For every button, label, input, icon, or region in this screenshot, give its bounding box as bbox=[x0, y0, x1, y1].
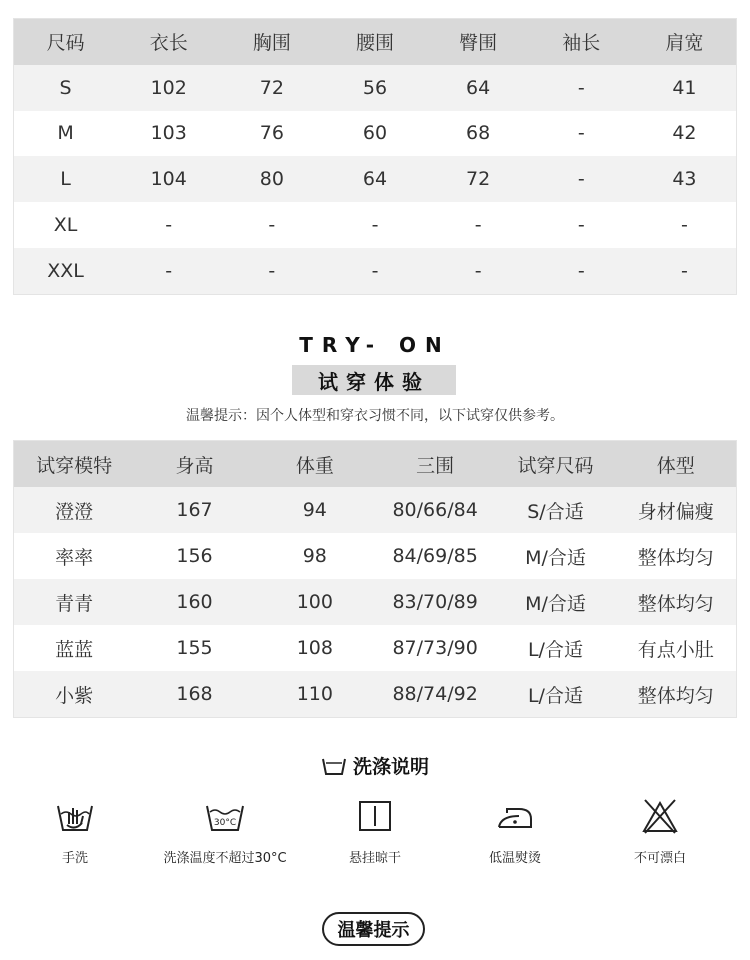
table-cell: 155 bbox=[176, 637, 213, 659]
table-cell: 青青 bbox=[55, 592, 94, 615]
table-cell: 56 bbox=[362, 76, 388, 99]
table-cell: 68 bbox=[466, 122, 491, 145]
table-cell: 64 bbox=[466, 76, 491, 99]
table-cell: 澄澄 bbox=[55, 500, 94, 523]
table-row bbox=[14, 156, 736, 202]
table-header-cell: 肩宽 bbox=[665, 32, 704, 55]
table-cell: 160 bbox=[176, 591, 213, 613]
table-cell: 87/73/90 bbox=[392, 637, 478, 659]
table-cell: 168 bbox=[176, 683, 213, 705]
table-cell: - bbox=[371, 214, 379, 237]
table-cell: M/合适 bbox=[525, 592, 586, 615]
wash-item-hand bbox=[0, 795, 150, 866]
no-bleach-icon bbox=[640, 797, 680, 835]
table-cell: - bbox=[474, 259, 482, 282]
tryon-tip: 温馨提示：因个人体型和穿衣习惯不同，以下试穿仅供参考。 bbox=[186, 408, 564, 424]
table-cell: 108 bbox=[296, 637, 333, 659]
table-header-cell: 胸围 bbox=[252, 32, 291, 55]
table-cell: M bbox=[57, 122, 74, 145]
warm-tip-button: 温馨提示 bbox=[322, 912, 425, 946]
table-cell: 102 bbox=[150, 76, 187, 99]
table-header-cell: 臀围 bbox=[459, 32, 498, 55]
table-cell: - bbox=[577, 168, 585, 191]
table-cell: - bbox=[474, 214, 482, 237]
wash-temp-text: 30°C bbox=[213, 818, 237, 828]
wash-item-bleach bbox=[585, 795, 735, 866]
tryon-title: TRY- ON bbox=[299, 333, 451, 357]
table-row bbox=[14, 202, 736, 248]
table-cell: 110 bbox=[296, 683, 333, 705]
table-cell: 98 bbox=[302, 545, 327, 567]
hand-wash-icon bbox=[55, 798, 95, 834]
table-cell: 43 bbox=[672, 168, 697, 191]
table-cell: 76 bbox=[259, 122, 284, 145]
table-cell: S bbox=[59, 76, 72, 99]
table-row bbox=[14, 65, 736, 111]
washing-title: 洗涤说明 bbox=[352, 756, 429, 778]
table-cell: - bbox=[577, 122, 585, 145]
table-cell: 104 bbox=[150, 168, 187, 191]
wash-item-30 bbox=[150, 795, 300, 866]
table-row bbox=[14, 579, 736, 625]
table-cell: - bbox=[680, 214, 688, 237]
table-row bbox=[14, 625, 736, 671]
table-cell: 有点小肚 bbox=[637, 638, 714, 661]
hang-dry-icon bbox=[357, 799, 393, 833]
table-cell: - bbox=[577, 76, 585, 99]
table-cell: L bbox=[60, 168, 71, 191]
table-cell: XL bbox=[53, 214, 78, 237]
table-row bbox=[14, 671, 736, 717]
table-cell: 80/66/84 bbox=[392, 499, 478, 521]
table-cell: 167 bbox=[176, 499, 213, 521]
table-cell: M/合适 bbox=[525, 546, 586, 569]
table-cell: 100 bbox=[296, 591, 333, 613]
table-cell: 小紫 bbox=[55, 684, 94, 707]
table-row bbox=[14, 487, 736, 533]
table-cell: 42 bbox=[672, 122, 697, 145]
wash-item-iron bbox=[440, 795, 590, 866]
wash-label-bleach: 不可漂白 bbox=[633, 851, 686, 866]
table-cell: S/合适 bbox=[527, 500, 584, 523]
table-row bbox=[14, 533, 736, 579]
table-header-cell: 衣长 bbox=[149, 32, 188, 55]
table-header-cell: 腰围 bbox=[355, 32, 394, 55]
table-cell: 72 bbox=[259, 76, 284, 99]
table-cell: 103 bbox=[150, 122, 187, 145]
table-header-cell: 三围 bbox=[416, 454, 455, 477]
table-cell: 84/69/85 bbox=[392, 545, 478, 567]
table-header-cell: 袖长 bbox=[562, 32, 601, 55]
table-header-cell: 体型 bbox=[656, 454, 695, 477]
table-cell: - bbox=[165, 214, 173, 237]
table-header-cell: 尺码 bbox=[46, 32, 85, 55]
table-header-row bbox=[14, 441, 736, 487]
table-cell: - bbox=[577, 259, 585, 282]
table-cell: - bbox=[680, 259, 688, 282]
table-header-cell: 体重 bbox=[295, 454, 334, 477]
wash-label-hang: 悬挂晾干 bbox=[348, 851, 401, 866]
table-cell: 41 bbox=[672, 76, 697, 99]
wash-30-icon bbox=[204, 798, 246, 834]
table-header-cell: 试穿模特 bbox=[36, 454, 113, 477]
table-header-row bbox=[14, 19, 736, 65]
table-cell: - bbox=[371, 259, 379, 282]
table-cell: 整体均匀 bbox=[637, 546, 714, 569]
table-cell: 64 bbox=[362, 168, 388, 191]
tryon-table bbox=[13, 440, 737, 718]
wash-label-hand: 手洗 bbox=[61, 851, 88, 866]
table-cell: - bbox=[268, 259, 276, 282]
washing-header bbox=[0, 752, 750, 779]
table-row bbox=[14, 111, 736, 157]
table-header-cell: 身高 bbox=[175, 454, 214, 477]
table-cell: 72 bbox=[466, 168, 491, 191]
table-cell: L/合适 bbox=[527, 638, 583, 661]
table-cell: 88/74/92 bbox=[392, 683, 478, 705]
size-table bbox=[13, 18, 737, 295]
wash-item-hang bbox=[300, 795, 450, 866]
table-cell: 整体均匀 bbox=[637, 592, 714, 615]
tryon-subtitle: 试穿体验 bbox=[292, 365, 456, 395]
low-iron-icon bbox=[495, 801, 535, 831]
wash-label-iron: 低温熨烫 bbox=[488, 851, 541, 866]
table-cell: 率率 bbox=[55, 546, 94, 569]
table-cell: L/合适 bbox=[527, 684, 583, 707]
table-header-cell: 试穿尺码 bbox=[517, 454, 594, 477]
table-cell: - bbox=[165, 259, 173, 282]
table-cell: 94 bbox=[302, 499, 327, 521]
table-cell: - bbox=[268, 214, 276, 237]
table-cell: 身材偏瘦 bbox=[637, 500, 714, 523]
wash-label-30: 洗涤温度不超过30°C bbox=[163, 851, 287, 866]
table-cell: 83/70/89 bbox=[392, 591, 478, 613]
table-row bbox=[14, 248, 736, 294]
table-cell: 整体均匀 bbox=[637, 684, 714, 707]
table-cell: - bbox=[577, 214, 585, 237]
table-cell: 156 bbox=[176, 545, 213, 567]
table-cell: 60 bbox=[362, 122, 388, 145]
table-cell: 蓝蓝 bbox=[55, 638, 94, 661]
table-cell: XXL bbox=[47, 259, 84, 282]
table-cell: 80 bbox=[259, 168, 284, 191]
basin-icon bbox=[321, 756, 347, 776]
